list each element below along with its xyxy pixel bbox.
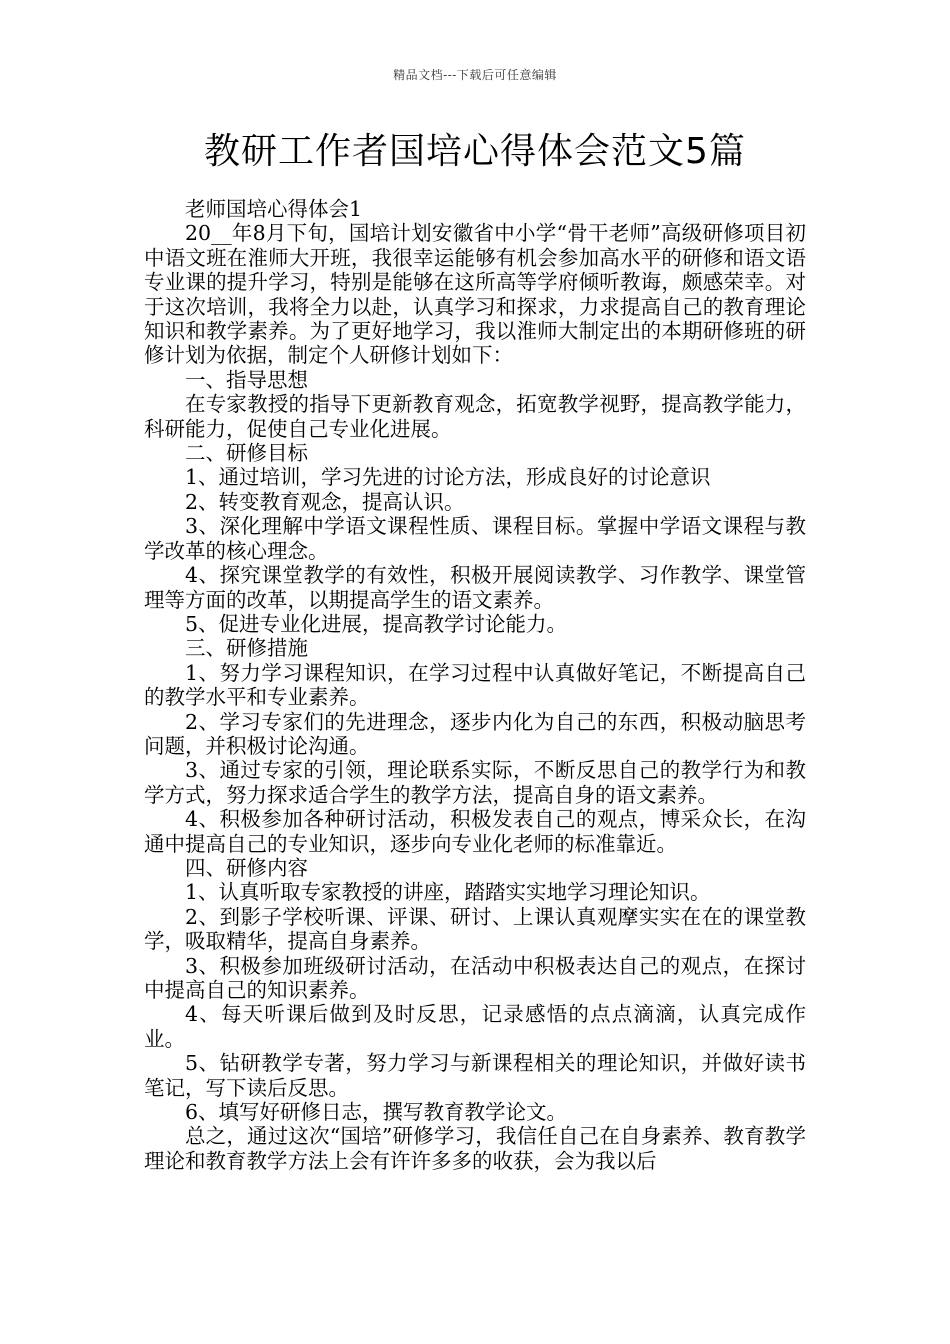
list-item: 1、通过培训，学习先进的讨论方法，形成良好的讨论意识 (185, 465, 711, 490)
list-item: 4、探究课堂教学的有效性，积极开展阅读教学、习作教学、课堂管理等方面的改革，以期提高学生的语文素养。 (144, 563, 806, 612)
header-note: 精品文档---下载后可任意编辑 (393, 68, 557, 82)
section-heading: 一、指导思想 (185, 367, 308, 392)
document-body (144, 197, 806, 1173)
list-item: 4、每天听课后做到及时反思，记录感悟的点点滴滴，认真完成作业。 (144, 1002, 806, 1051)
list-item: 3、通过专家的引领，理论联系实际，不断反思自己的教学行为和教学方式，努力探求适合学生的教学方法，提高自身的语文素养。 (144, 758, 806, 807)
document-title: 教研工作者国培心得体会范文5篇 (204, 131, 746, 172)
list-item: 3、积极参加班级研讨活动，在活动中积极表达自己的观点，在探讨中提高自己的知识素养。 (144, 953, 806, 1002)
list-item: 5、促进专业化进展，提高教学讨论能力。 (185, 611, 568, 636)
section-heading: 四、研修内容 (185, 855, 308, 880)
paragraph: 在专家教授的指导下更新教育观念，拓宽教学视野，提高教学能力，科研能力，促使自己专业化进展。 (144, 392, 806, 441)
list-item: 3、深化理解中学语文课程性质、课程目标。掌握中学语文课程与教学改革的核心理念。 (144, 514, 806, 563)
section-heading: 二、研修目标 (185, 441, 308, 466)
list-item: 1、认真听取专家教授的讲座，踏踏实实地学习理论知识。 (185, 880, 711, 905)
section-heading: 三、研修措施 (185, 636, 308, 661)
list-item: 6、填写好研修日志，撰写教育教学论文。 (185, 1100, 568, 1125)
paragraph: 20__年8月下旬，国培计划安徽省中小学“骨干老师”高级研修项目初中语文班在淮师大开班，我很幸运能够有机会参加高水平的研修和语文语专业课的提升学习，特别是能够在这所高等学府倾听教诲，颇感荣幸。对于这次培训，我将全力以赴，认真学习和探求，力求提高自己的教育理论知识和教学素养。为了更好地学习，我以淮师大制定出的本期研修班的研修计划为依据，制定个人研修计划如下： (144, 221, 806, 368)
list-item: 1、努力学习课程知识，在学习过程中认真做好笔记，不断提高自己的教学水平和专业素养。 (144, 660, 806, 710)
list-item: 5、钻研教学专著，努力学习与新课程相关的理论知识，并做好读书笔记，写下读后反思。 (144, 1051, 806, 1100)
list-item: 2、学习专家们的先进理念，逐步内化为自己的东西，积极动脑思考问题，并积极讨论沟通。 (144, 709, 806, 758)
paragraph: 总之，通过这次“国培”研修学习，我信任自己在自身素养、教育教学理论和教育教学方法上会有许许多多的收获，会为我以后 (144, 1124, 806, 1173)
list-item: 4、积极参加各种研讨活动，积极发表自己的观点，博采众长，在沟通中提高自己的专业知识，逐步向专业化老师的标准靠近。 (144, 807, 806, 856)
section-heading: 老师国培心得体会1 (185, 197, 363, 221)
list-item: 2、转变教育观念，提高认识。 (185, 489, 465, 514)
list-item: 2、到影子学校听课、评课、研讨、上课认真观摩实实在在的课堂教学，吸取精华，提高自身素养。 (144, 904, 806, 954)
